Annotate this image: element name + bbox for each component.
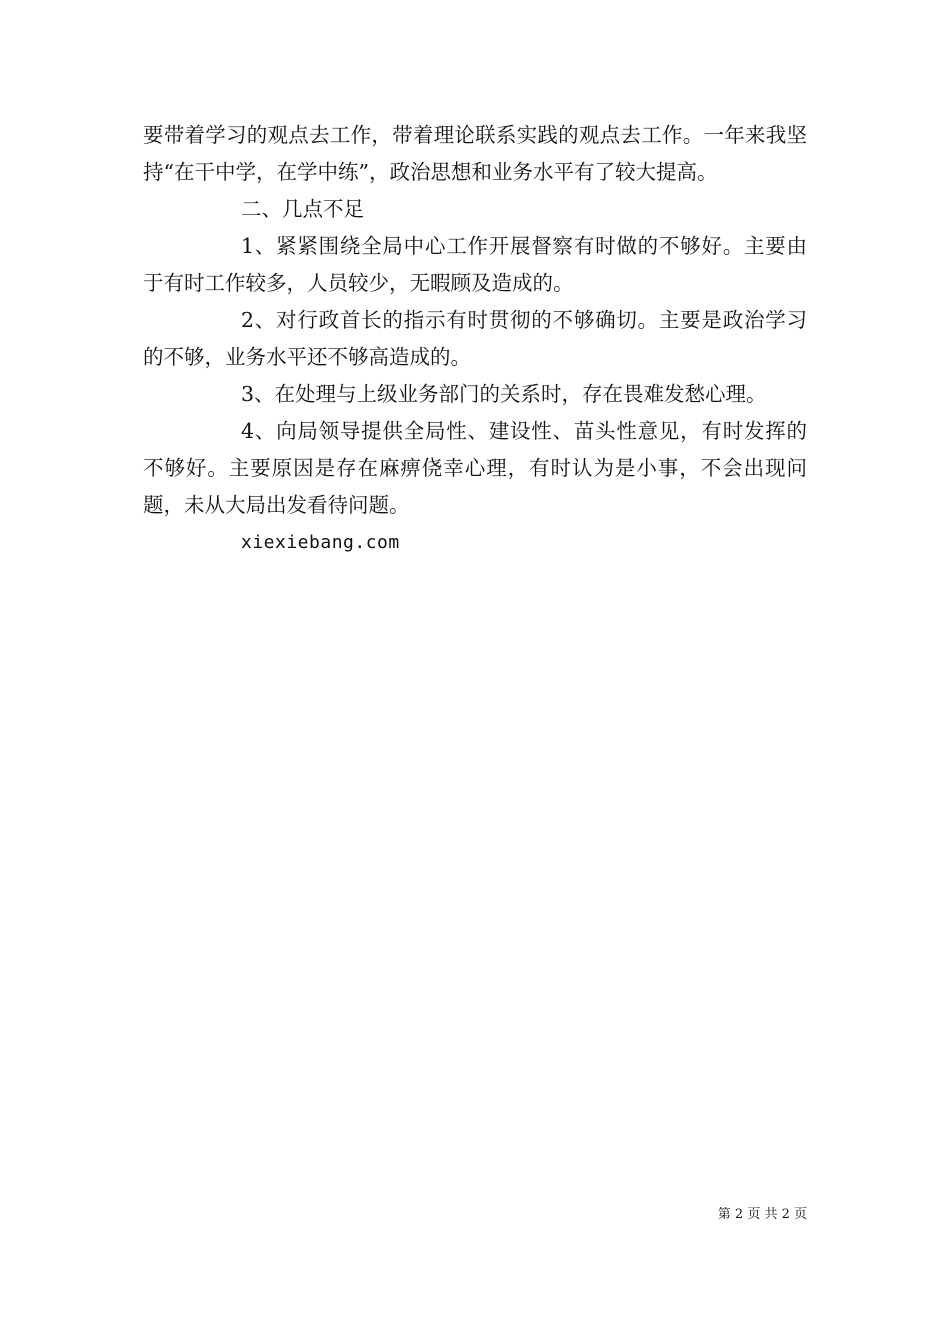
- section-heading-shortcomings: 二、几点不足: [241, 197, 364, 221]
- paragraph-point-3: 3、在处理与上级业务部门的关系时，存在畏难发愁心理。: [241, 382, 767, 406]
- site-text: xiexiebang.com: [241, 532, 400, 553]
- paragraph-point-4: 4、向局领导提供全局性、建设性、苗头性意见，有时发挥的不够好。主要原因是存在麻痹侥幸心理，有时认为是小事，不会出现问题，未从大局出发看待问题。: [143, 419, 807, 517]
- page-number-footer: 第 2 页 共 2 页: [717, 1207, 807, 1222]
- paragraph-continuation: 要带着学习的观点去工作，带着理论联系实践的观点去工作。一年来我坚持“在干中学，在学中练”，政治思想和业务水平有了较大提高。: [143, 123, 807, 184]
- paragraph-point-2: 2、对行政首长的指示有时贯彻的不够确切。主要是政治学习的不够，业务水平还不够高造成的。: [143, 308, 807, 369]
- paragraph-point-1: 1、紧紧围绕全局中心工作开展督察有时做的不够好。主要由于有时工作较多，人员较少，无暇顾及造成的。: [143, 234, 807, 295]
- document-body: [143, 117, 807, 561]
